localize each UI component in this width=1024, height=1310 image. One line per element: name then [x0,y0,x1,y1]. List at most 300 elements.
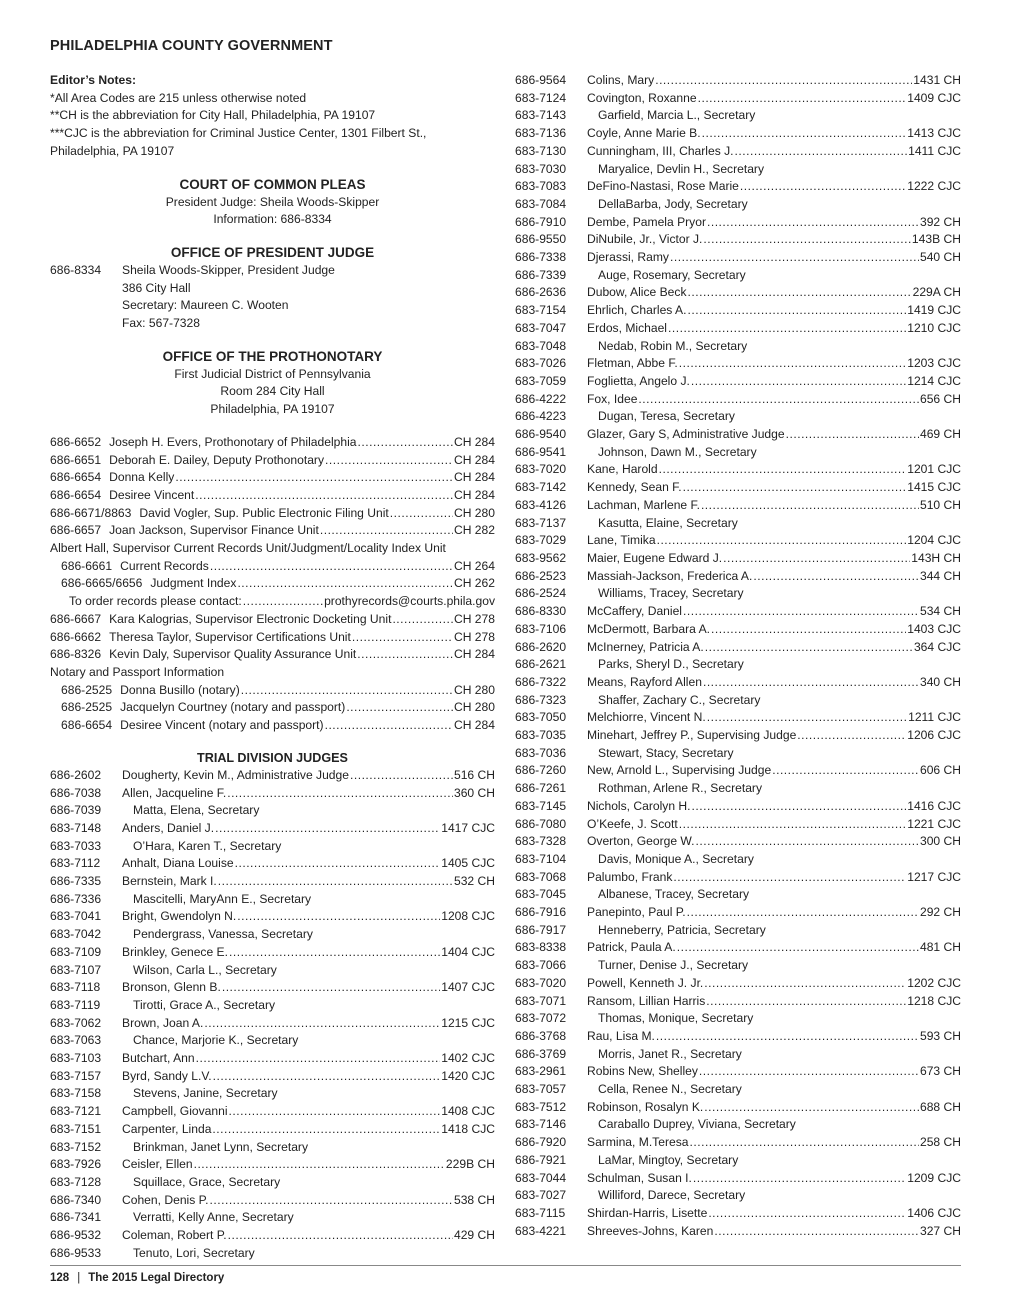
president-line: Secretary: Maureen C. Wooten [122,298,289,313]
entry-location: 1211 CJC [908,710,961,725]
directory-entry [515,816,961,834]
dot-leader [740,178,906,196]
entry-phone: 686-2621 [515,657,567,672]
entry-name: McDermott, Barbara A. [587,621,710,636]
entry-name: Maryalice, Devlin H., Secretary [598,161,764,176]
directory-entry [515,1081,961,1099]
court-line: Information: 686-8334 [213,212,332,227]
entry-name: Coyle, Anne Marie B. [587,126,701,141]
directory-entry [515,1063,961,1081]
entry-location: 1217 CJC [907,869,961,884]
dot-leader [703,674,919,692]
entry-phone: 686-8326 [50,647,102,662]
directory-entry [515,461,961,479]
dot-leader [350,767,453,785]
dot-leader [222,979,440,997]
entry-name: Davis, Monique A., Secretary [598,851,754,866]
entry-phone: 686-6671/8863 [50,505,132,520]
entry-phone: 686-9540 [515,427,567,442]
entry-name: Shreeves-Johns, Karen [587,1223,714,1238]
directory-entry [515,497,961,515]
entry-name: Shirdan-Harris, Lisette [587,1206,708,1220]
dot-leader [390,505,453,523]
entry-phone: 686-7916 [515,905,567,920]
directory-entry [50,1192,495,1210]
entry-location: 1204 CJC [907,533,961,548]
entry-name: Dugan, Teresa, Secretary [598,409,735,424]
directory-entry [50,1209,495,1227]
directory-entry [515,762,961,780]
directory-entry [50,505,495,523]
entry-location: 1210 CJC [907,320,961,335]
directory-entry [515,355,961,373]
entry-location: 510 CH [919,497,961,512]
entry-name: Johnson, Dawn M., Secretary [598,444,757,459]
directory-entry [515,1152,961,1170]
entry-phone: 686-7341 [50,1210,102,1225]
dot-leader [241,682,453,700]
entry-name: O’Keefe, J. Scott [587,816,678,831]
directory-entry [515,603,961,621]
directory-entry [515,143,961,161]
entry-name: Melchiorre, Vincent N. [587,710,706,725]
entry-name: Garfield, Marcia L., Secretary [598,108,756,123]
entry-name: Nedab, Robin M., Secretary [598,338,748,353]
entry-phone: 683-7035 [515,728,567,743]
entry-phone: 686-6654 [50,487,102,502]
entry-name: Covington, Roxanne [587,90,697,105]
entry-name: Stevens, Janine, Secretary [133,1086,278,1101]
directory-entry [515,284,961,302]
dot-leader [346,699,453,717]
directory-entry [515,249,961,267]
prothonotary-line: Philadelphia, PA 19107 [210,402,335,417]
entry-location: CH 280 [453,700,495,715]
entry-name: Patrick, Paula A. [587,940,676,955]
entry-name: Bronson, Glenn B. [122,980,221,995]
entry-location: 1405 CJC [441,856,495,871]
dot-leader [229,944,440,962]
dot-leader [175,469,453,487]
entry-location: CH 278 [453,611,495,626]
entry-name: Djerassi, Ramy [587,250,669,265]
dot-leader [693,1170,906,1188]
directory-entry [50,1174,495,1192]
directory-entry [515,727,961,745]
entry-phone: 686-9541 [515,444,567,459]
directory-entry [50,997,495,1015]
entry-name: Dougherty, Kevin M., Administrative Judge [122,767,349,782]
entry-location: 1415 CJC [907,480,961,495]
directory-entry [515,320,961,338]
directory-entry [515,338,961,356]
entry-location: 1201 CJC [907,462,961,477]
entry-name: Carpenter, Linda [122,1121,212,1136]
entry-name: Albanese, Tracey, Secretary [598,887,750,902]
directory-entry [515,798,961,816]
dot-leader [325,717,453,735]
directory-entry [515,975,961,993]
entry-location: CH 284 [453,487,495,502]
directory-entry [515,639,961,657]
entry-location: CH 278 [453,629,495,644]
entry-location: CH 284 [453,718,495,733]
dot-leader [352,629,453,647]
entry-phone: 686-7335 [50,874,102,889]
dot-leader [706,993,906,1011]
entry-name: Glazer, Gary S, Administrative Judge [587,427,785,442]
dot-leader [668,320,906,338]
entry-name: McInerney, Patricia A. [587,639,704,654]
entry-phone: 686-6661 [61,558,113,573]
entry-phone: 683-7136 [515,126,567,141]
directory-entry [515,869,961,887]
directory-entry [50,767,495,785]
dot-leader [218,873,453,891]
dot-leader [670,249,919,267]
directory-entry [515,939,961,957]
entry-location: 540 CH [919,250,961,265]
dot-leader [683,479,907,497]
entry-name: Kane, Harold [587,462,658,477]
entry-phone: 683-9562 [515,550,567,565]
entry-phone: 683-7157 [50,1068,102,1083]
entry-name: Rothman, Arlene R., Secretary [598,781,763,796]
directory-entry [515,161,961,179]
entry-location: 534 CH [919,604,961,619]
note-line: **CH is the abbreviation for City Hall, Philadelphia, PA 19107 [50,108,376,123]
directory-entry [50,855,495,873]
entry-name: Brinkman, Janet Lynn, Secretary [133,1139,308,1154]
entry-phone: 686-6662 [50,629,102,644]
entry-name: Robins New, Shelley [587,1064,698,1079]
directory-entry [515,550,961,568]
directory-entry [50,1245,495,1263]
entry-phone: 683-7030 [515,161,567,176]
trial-judges-right [515,72,961,1240]
entry-location: 1209 CJC [907,1170,961,1185]
entry-phone: 686-9532 [50,1228,102,1243]
entry-name: Henneberry, Patricia, Secretary [598,922,766,937]
entry-name: Means, Rayford Allen [587,674,702,689]
entry-name: Theresa Taylor, Supervisor Certifications Unit [109,629,351,644]
entry-phone: 683-4221 [515,1223,567,1238]
entry-name: Tenuto, Lori, Secretary [133,1245,255,1260]
dot-leader [357,646,453,664]
dot-leader [673,869,906,887]
directory-entry [50,873,495,891]
entry-name: Deborah E. Dailey, Deputy Prothonotary [109,452,324,467]
directory-entry [50,558,495,576]
entry-location: 292 CH [919,905,961,920]
entry-name: Foglietta, Angelo J. [587,373,690,388]
entry-location: 229A CH [912,285,961,300]
entry-location: 1208 CJC [441,909,495,924]
entry-phone: 683-7112 [50,856,101,871]
entry-name: LaMar, Mingtoy, Secretary [598,1152,739,1167]
entry-name: Butchart, Ann [122,1051,195,1066]
entry-phone: 683-7062 [50,1015,102,1030]
entry-phone: 686-7261 [515,781,567,796]
entry-location: 1202 CJC [907,975,961,990]
directory-entry [515,886,961,904]
directory-entry [515,408,961,426]
entry-location: CH 284 [453,647,495,662]
directory-entry [50,611,495,629]
entry-phone: 683-7118 [50,980,101,995]
entry-phone: 686-2523 [515,568,567,583]
directory-entry [50,802,495,820]
directory-entry [50,926,495,944]
directory-entry [50,699,495,717]
entry-location: prothyrecords@courts.phila.gov [324,594,495,609]
entry-location: 1416 CJC [907,798,961,813]
entry-location: 1403 CJC [907,621,961,636]
directory-entry [515,692,961,710]
dot-leader [692,798,907,816]
entry-name: Cohen, Denis P. [122,1192,209,1207]
dot-leader [691,373,906,391]
entry-location: 1214 CJC [907,373,961,388]
entry-location: 606 CH [919,763,961,778]
entry-name: Schulman, Susan I. [587,1170,692,1185]
directory-entry [515,957,961,975]
prothonotary-entries-2 [50,611,495,664]
prothonotary-line: Room 284 City Hall [220,384,325,399]
entry-phone: 683-7119 [50,997,101,1012]
entry-phone: 683-7045 [515,887,567,902]
trial-judges-left [50,767,495,1263]
directory-entry [50,1015,495,1033]
dot-leader [679,816,906,834]
directory-entry [515,568,961,586]
entry-name: Minehart, Jeffrey P., Supervising Judge [587,728,797,743]
directory-entry [515,1099,961,1117]
entry-name: DeFino-Nastasi, Rose Marie [587,179,739,194]
dot-leader [215,820,440,838]
directory-entry [515,1223,961,1241]
entry-phone: 683-7158 [50,1086,102,1101]
entry-location: 688 CH [919,1099,961,1114]
entry-name: Anhalt, Diana Louise [122,856,234,871]
page-title: PHILADELPHIA COUNTY GOVERNMENT [50,38,333,54]
directory-entry [515,302,961,320]
entry-phone: 686-2620 [515,639,567,654]
entry-phone: 683-7121 [50,1104,102,1119]
entry-name: Robinson, Rosalyn K. [587,1099,704,1114]
entry-location: 340 CH [919,674,961,689]
entry-name: Morris, Janet R., Secretary [598,1046,742,1061]
directory-entry [50,522,495,540]
entry-name: McCaffery, Daniel [587,604,682,619]
entry-phone: 683-7084 [515,196,567,211]
dot-leader [704,1099,919,1117]
directory-entry [515,904,961,922]
dot-leader [195,487,453,505]
dot-leader [723,550,910,568]
entry-name: Turner, Denise J., Secretary [598,958,749,973]
entry-location: 1413 CJC [907,126,961,141]
directory-entry [515,125,961,143]
entry-phone: 686-9533 [50,1245,102,1260]
entry-location: CH 284 [453,434,495,449]
directory-entry [515,1046,961,1064]
dot-leader [786,426,919,444]
directory-entry [50,1068,495,1086]
dot-leader [204,1015,440,1033]
dot-leader [687,904,919,922]
entry-location: 593 CH [919,1028,961,1043]
directory-entry [515,1205,961,1223]
directory-entry [50,469,495,487]
entry-phone: 683-7063 [50,1033,102,1048]
dot-leader [707,709,907,727]
notary-entries [50,682,495,735]
dot-leader [679,355,906,373]
dot-leader [210,558,453,576]
entry-name: Allen, Jacqueline F. [122,785,227,800]
directory-entry [50,1103,495,1121]
entry-name: Matta, Elena, Secretary [133,803,260,818]
entry-phone: 686-9550 [515,232,567,247]
entry-name: Brinkley, Genece E. [122,944,228,959]
entry-phone: 683-7026 [515,356,567,371]
entry-name: Pendergrass, Vanessa, Secretary [133,927,313,942]
entry-phone: 686-7338 [515,250,567,265]
entry-location: 1221 CJC [907,816,961,831]
entry-location: CH 280 [453,505,495,520]
entry-phone: 683-7154 [515,303,567,318]
directory-entry [515,444,961,462]
dot-leader [243,593,323,611]
directory-entry [515,745,961,763]
entry-name: Squillace, Grace, Secretary [133,1174,281,1189]
president-phone: 686-8334 [50,262,102,277]
entry-name: Tirotti, Grace A., Secretary [133,997,276,1012]
note-line: *All Area Codes are 215 unless otherwise noted [50,90,307,105]
entry-name: Lane, Timika [587,533,656,548]
dot-leader [227,785,453,803]
entry-phone: 683-7027 [515,1188,567,1203]
entry-name: Byrd, Sandy L.V. [122,1068,212,1083]
dot-leader [690,1134,919,1152]
entry-phone: 686-7038 [50,785,102,800]
entry-location: CH 284 [453,470,495,485]
entry-location: 1419 CJC [907,303,961,318]
directory-entry [515,426,961,444]
entry-name: Sarmina, M.Teresa [587,1135,689,1150]
entry-name: Brown, Joan A. [122,1015,204,1030]
entry-phone: 686-7080 [515,816,567,831]
entry-name: Williford, Darece, Secretary [598,1188,746,1203]
entry-name: Desiree Vincent [109,487,195,502]
directory-entry [50,1139,495,1157]
entry-name: Parks, Sheryl D., Secretary [598,657,744,672]
entry-phone: 686-7260 [515,763,567,778]
entry-phone: 683-7036 [515,745,567,760]
notary-line: Notary and Passport Information [50,664,225,679]
entry-phone: 686-8330 [515,604,567,619]
entry-location: 1203 CJC [907,356,961,371]
directory-entry [50,838,495,856]
entry-name: Caraballo Duprey, Viviana, Secretary [598,1117,796,1132]
entry-phone: 683-7104 [515,851,567,866]
directory-entry [50,785,495,803]
footer-separator: | [77,1272,81,1284]
directory-entry [50,908,495,926]
entry-phone: 686-3769 [515,1046,567,1061]
entry-phone: 686-2602 [50,767,102,782]
directory-entry [50,717,495,735]
directory-entry [515,780,961,798]
entry-location: 1404 CJC [441,944,495,959]
dot-leader [696,833,919,851]
entry-phone: 686-7921 [515,1152,567,1167]
entry-name: O’Hara, Karen T., Secretary [133,838,282,853]
entry-name: Powell, Kenneth J. Jr. [587,975,704,990]
directory-entry [515,72,961,90]
entry-name: Anders, Daniel J. [122,820,215,835]
entry-name: Current Records [120,558,209,573]
directory-entry [515,267,961,285]
directory-entry [50,962,495,980]
prothonotary-heading: OFFICE OF THE PROTHONOTARY [162,348,383,364]
entry-name: Joan Jackson, Supervisor Finance Unit [109,523,319,538]
entry-location: 1218 CJC [907,993,961,1008]
directory-entry [50,434,495,452]
entry-name: Joseph H. Evers, Prothonotary of Philadelphia [109,434,357,449]
dot-leader [772,762,919,780]
entry-name: Judgment Index [150,576,237,591]
entry-name: Fox, Idee [587,391,638,406]
note-line: Philadelphia, PA 19107 [50,143,175,158]
trial-heading: TRIAL DIVISION JUDGES [197,750,348,765]
court-heading: COURT OF COMMON PLEAS [179,176,366,192]
entry-name: Dubow, Alice Beck [587,285,687,300]
entry-name: Erdos, Michael [587,320,667,335]
entry-name: Campbell, Giovanni [122,1104,228,1119]
entry-phone: 683-7106 [515,621,567,636]
directory-entry [50,1121,495,1139]
entry-name: Panepinto, Paul P. [587,905,686,920]
entry-phone: 686-7322 [515,674,567,689]
entry-location: 143B CH [911,232,961,247]
dot-leader [358,434,453,452]
directory-entry [50,452,495,470]
dot-leader [213,1068,441,1086]
entry-location: 481 CH [919,940,961,955]
entry-phone: 683-7042 [50,927,102,942]
entry-name: Overton, George W. [587,834,695,849]
entry-phone: 683-8338 [515,940,567,955]
entry-phone: 686-3768 [515,1028,567,1043]
entry-location: 1206 CJC [907,728,961,743]
directory-entry [515,621,961,639]
directory-entry [50,1156,495,1174]
entry-location: 532 CH [453,874,495,889]
entry-phone: 683-7059 [515,373,567,388]
entry-location: 1215 CJC [441,1015,495,1030]
directory-entry [515,1134,961,1152]
dot-leader [638,391,919,409]
entry-phone: 683-7029 [515,533,567,548]
entry-location: 1420 CJC [441,1068,495,1083]
directory-entry [515,373,961,391]
entry-phone: 683-7068 [515,869,567,884]
directory-entry [50,593,495,611]
entry-phone: 683-7071 [515,993,567,1008]
entry-name: Dembe, Pamela Pryor [587,214,706,229]
